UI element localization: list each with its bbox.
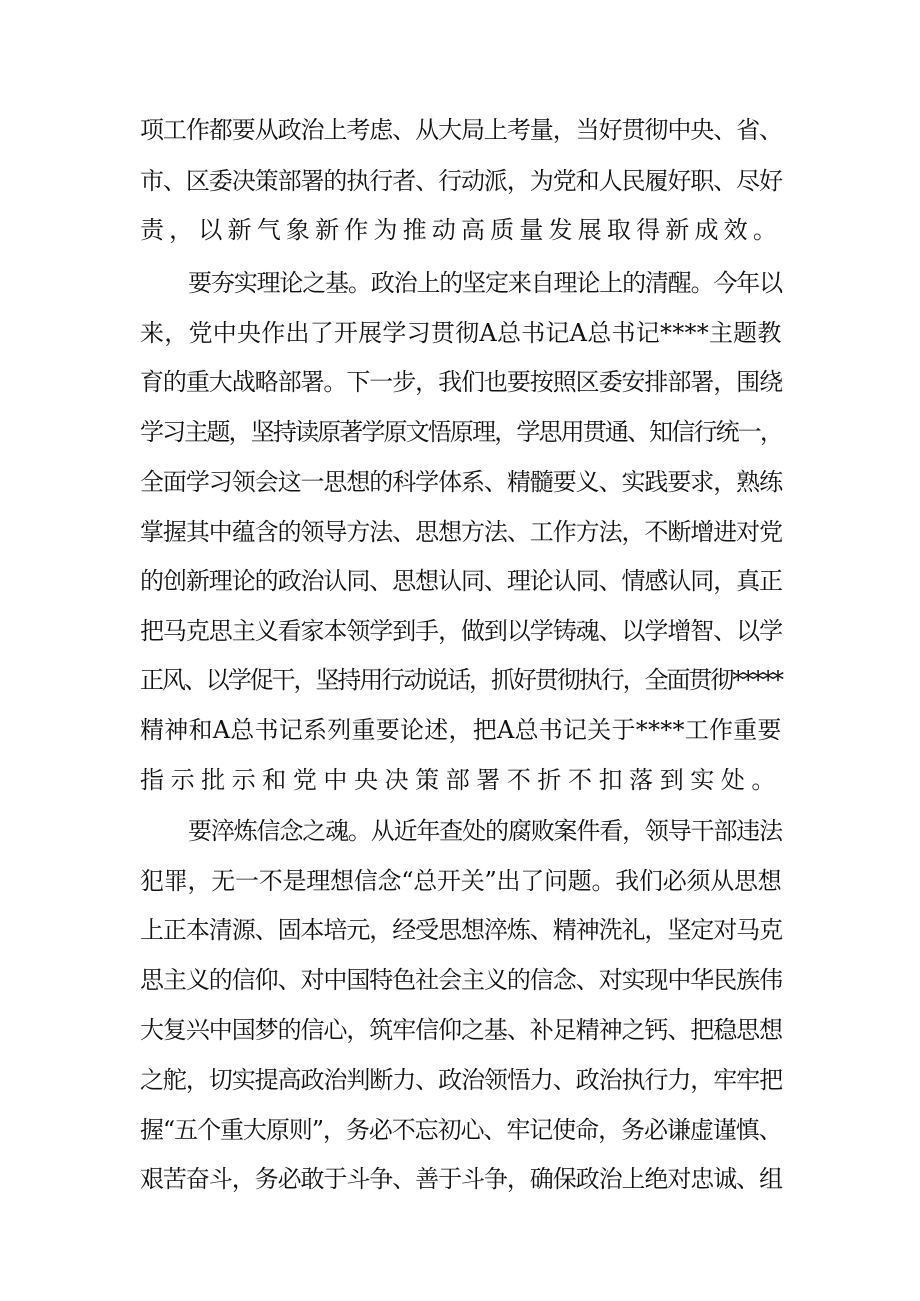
text-line: 全面学习领会这一思想的科学体系、精髓要义、实践要求，熟练 (140, 468, 782, 496)
text-line: 握“五个重大原则”，务必不忘初心、牢记使命，务必谦虚谨慎、 (140, 1116, 782, 1144)
text-line: 把马克思主义看家本领学到手，做到以学铸魂、以学增智、以学 (140, 617, 782, 645)
text-line: 指示批示和党中央决策部署不折不扣落到实处。 (140, 766, 782, 794)
text-line: 来，党中央作出了开展学习贯彻A总书记A总书记****主题教 (140, 319, 782, 347)
text-line: 大复兴中国梦的信心，筑牢信仰之基、补足精神之钙、把稳思想 (140, 1016, 782, 1044)
text-line: 上正本清源、固本培元，经受思想淬炼、精神洗礼，坚定对马克 (140, 916, 782, 944)
text-line: 项工作都要从政治上考虑、从大局上考量，当好贯彻中央、省、 (140, 116, 782, 144)
paragraph-start-line: 要夯实理论之基。政治上的坚定来自理论上的清醒。今年以 (188, 269, 782, 297)
text-line: 的创新理论的政治认同、思想认同、理论认同、情感认同，真正 (140, 567, 782, 595)
text-line: 艰苦奋斗，务必敢于斗争、善于斗争，确保政治上绝对忠诚、组 (140, 1165, 782, 1193)
text-line: 市、区委决策部署的执行者、行动派，为党和人民履好职、尽好 (140, 167, 782, 195)
paragraph-start-line: 要淬炼信念之魂。从近年查处的腐败案件看，领导干部违法 (188, 817, 782, 845)
text-line: 思主义的信仰、对中国特色社会主义的信念、对实现中华民族伟 (140, 966, 782, 994)
text-line: 正风、以学促干，坚持用行动说话，抓好贯彻执行，全面贯彻***** (140, 666, 782, 694)
text-line: 学习主题，坚持读原著学原文悟原理，学思用贯通、知信行统一， (140, 418, 782, 446)
text-line: 责，以新气象新作为推动高质量发展取得新成效。 (140, 216, 782, 244)
text-line: 精神和A总书记系列重要论述，把A总书记关于****工作重要 (140, 716, 782, 744)
text-line: 之舵，切实提高政治判断力、政治领悟力、政治执行力，牢牢把 (140, 1066, 782, 1094)
text-line: 犯罪，无一不是理想信念“总开关”出了问题。我们必须从思想 (140, 867, 782, 895)
text-line: 育的重大战略部署。下一步，我们也要按照区委安排部署，围绕 (140, 368, 782, 396)
text-line: 掌握其中蕴含的领导方法、思想方法、工作方法，不断增进对党 (140, 518, 782, 546)
